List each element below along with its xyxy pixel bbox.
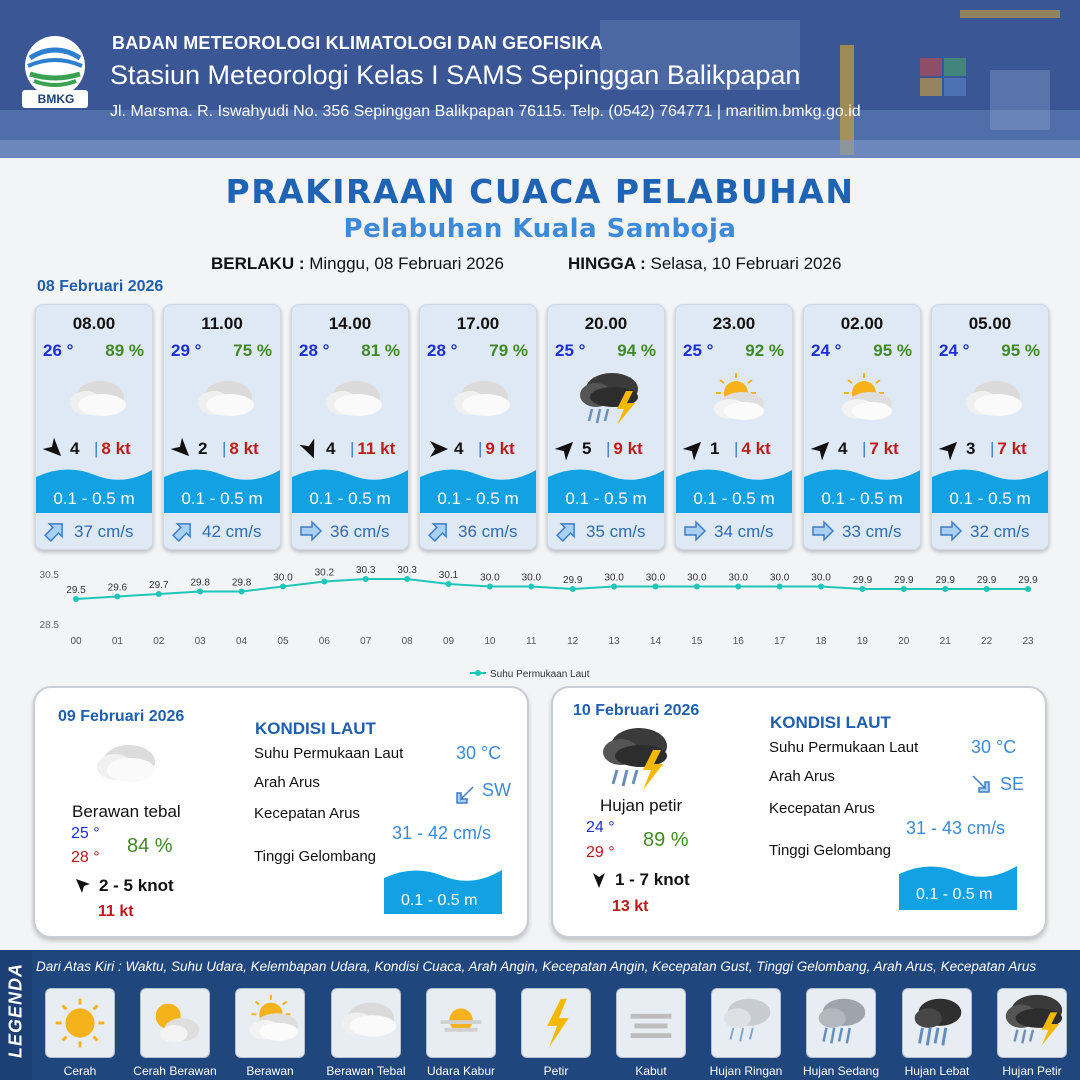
- legend-icon-box: [140, 988, 210, 1058]
- cloud-icon: [91, 738, 161, 786]
- day3-sea-title: KONDISI LAUT: [770, 713, 891, 732]
- sst-point: [528, 584, 534, 590]
- wave-height: 0.1 - 0.5 m: [693, 489, 775, 508]
- sun-cloud-icon: [141, 989, 209, 1057]
- thunderstorm-icon: [597, 724, 677, 796]
- current-speed: 36 cm/s: [330, 522, 390, 541]
- forecast-card: [675, 304, 793, 550]
- forecast-temperature: 24 °: [811, 341, 842, 360]
- day2-wave: 0.1 - 0.5 m: [401, 892, 478, 909]
- wind-direction-icon: [554, 437, 578, 461]
- forecast-card: [35, 304, 153, 550]
- day2-temp-min: 25 °: [71, 825, 100, 842]
- legend-icon-box: [331, 988, 401, 1058]
- x-tick-label: 03: [194, 636, 206, 647]
- sst-point: [239, 589, 245, 595]
- sst-point: [611, 584, 617, 590]
- legend-label: Berawan Tebal: [326, 1064, 406, 1078]
- forecast-time: 05.00: [968, 314, 1012, 333]
- wind-speed: 4: [326, 439, 336, 458]
- x-tick-label: 18: [815, 636, 827, 647]
- sst-point: [984, 586, 990, 592]
- day3-temp-max: 29 °: [586, 844, 615, 861]
- wave-height: 0.1 - 0.5 m: [181, 489, 263, 508]
- day1-date: 08 Februari 2026: [37, 278, 164, 295]
- forecast-humidity: 94 %: [617, 341, 656, 360]
- x-tick-label: 07: [360, 636, 372, 647]
- legend-label: Hujan Petir: [1002, 1064, 1062, 1078]
- sst-point: [942, 586, 948, 592]
- sst-point: [363, 576, 369, 582]
- gust-speed: | 8 kt: [94, 439, 131, 458]
- forecast-time: 17.00: [456, 314, 500, 333]
- legend-label: Kabut: [635, 1064, 667, 1078]
- day3-current-dir-label: Arah Arus: [769, 768, 835, 785]
- sst-data-label: 29.9: [935, 575, 955, 586]
- sst-line: [76, 579, 1028, 599]
- sst-data-label: 30.2: [314, 567, 335, 579]
- x-tick-label: 01: [111, 636, 123, 647]
- sst-data-label: 30.0: [769, 572, 790, 584]
- legend-icon-box: [997, 988, 1067, 1058]
- valid-to-value: Selasa, 10 Februari 2026: [650, 254, 842, 273]
- forecast-card: [163, 304, 281, 550]
- current-direction-icon: [42, 519, 68, 543]
- x-tick-label: 06: [318, 636, 330, 647]
- legend-label: Cerah Berawan: [133, 1064, 217, 1078]
- forecast-time: 08.00: [72, 314, 116, 333]
- station-name: Stasiun Meteorologi Kelas I SAMS Sepinggan Balikpapan: [110, 60, 801, 90]
- day3-humidity: 89 %: [643, 829, 689, 851]
- gust-speed: | 7 kt: [862, 439, 899, 458]
- wind-direction-icon: [170, 437, 194, 461]
- sst-data-label: 30.0: [521, 572, 542, 584]
- sst-data-label: 29.9: [1018, 575, 1038, 586]
- wave-height: 0.1 - 0.5 m: [949, 489, 1031, 508]
- forecast-card: [419, 304, 537, 550]
- wind-speed: 4: [838, 439, 848, 458]
- day2-wind-speed: 2 - 5 knot: [99, 876, 174, 895]
- legend-marker: [475, 670, 481, 676]
- forecast-card: [291, 304, 409, 550]
- x-tick-label: 02: [153, 636, 165, 647]
- gust-speed: | 8 kt: [222, 439, 259, 458]
- cloud-icon: [332, 989, 400, 1057]
- forecast-humidity: 92 %: [745, 341, 784, 360]
- day3-sst-label: Suhu Permukaan Laut: [769, 739, 919, 756]
- wind-arrow-icon: [589, 870, 609, 890]
- x-tick-label: 05: [277, 636, 289, 647]
- current-direction-icon: [298, 519, 324, 543]
- sst-point: [446, 581, 452, 587]
- legend-title: LEGENDA: [5, 963, 26, 1059]
- forecast-card: [547, 304, 665, 550]
- legend-icon-box: [616, 988, 686, 1058]
- day2-current-dir: SW: [482, 780, 511, 800]
- day2-panel: [33, 686, 529, 938]
- wind-direction-icon: [298, 437, 322, 461]
- legend-icon-box: [45, 988, 115, 1058]
- heavy-rain-icon: [903, 989, 971, 1057]
- wave-height: 0.1 - 0.5 m: [437, 489, 519, 508]
- current-arrow-icon: [969, 772, 993, 796]
- sst-data-label: 29.9: [562, 575, 583, 586]
- wind-direction-icon: [682, 437, 706, 461]
- forecast-temperature: 29 °: [171, 341, 202, 360]
- forecast-time: 14.00: [328, 314, 372, 333]
- forecast-humidity: 89 %: [105, 341, 144, 360]
- wind-speed: 4: [70, 439, 80, 458]
- day3-temp-min: 24 °: [586, 819, 615, 836]
- forecast-temperature: 25 °: [555, 341, 586, 360]
- sst-data-label: 30.0: [728, 572, 748, 584]
- sst-data-label: 29.5: [66, 585, 86, 596]
- sst-point: [487, 584, 493, 590]
- forecast-temperature: 28 °: [299, 341, 330, 360]
- day3-sst: 30 °C: [971, 737, 1017, 757]
- legend-icon-box: [426, 988, 496, 1058]
- cloud-icon: [316, 367, 386, 427]
- sst-point: [652, 584, 658, 590]
- x-tick-label: 14: [649, 636, 662, 647]
- forecast-humidity: 79 %: [489, 341, 528, 360]
- sst-data-label: 30.0: [687, 572, 707, 584]
- wave-height: 0.1 - 0.5 m: [821, 489, 903, 508]
- thunderstorm-icon: [572, 367, 642, 427]
- current-speed: 36 cm/s: [458, 522, 518, 541]
- sst-data-label: 30.0: [811, 572, 831, 584]
- day2-condition: Berawan tebal: [72, 802, 181, 821]
- haze-icon: [427, 989, 495, 1057]
- sst-point: [901, 586, 907, 592]
- x-tick-label: 21: [939, 636, 951, 647]
- wind-speed: 1: [710, 439, 720, 458]
- x-tick-label: 11: [526, 636, 537, 647]
- day2-gust: 11 kt: [98, 903, 134, 920]
- legend-icon-box: [902, 988, 972, 1058]
- wind-direction-icon: [426, 437, 450, 461]
- current-speed: 42 cm/s: [202, 522, 262, 541]
- current-direction-icon: [938, 519, 964, 543]
- sst-point: [694, 584, 700, 590]
- day2-current-dir-label: Arah Arus: [254, 774, 320, 791]
- day2-sea-title: KONDISI LAUT: [255, 719, 376, 738]
- current-speed: 34 cm/s: [714, 522, 774, 541]
- sst-point: [777, 584, 783, 590]
- legend-label: Cerah: [63, 1064, 97, 1078]
- current-direction-icon: [170, 519, 196, 543]
- cloud-icon: [60, 367, 130, 427]
- x-tick-label: 13: [608, 636, 620, 647]
- wind-speed: 5: [582, 439, 592, 458]
- sst-point: [156, 591, 162, 597]
- forecast-humidity: 95 %: [873, 341, 912, 360]
- wind-speed: 4: [454, 439, 464, 458]
- cloud-icon: [444, 367, 514, 427]
- current-direction-icon: [426, 519, 452, 543]
- x-tick-label: 09: [442, 636, 455, 647]
- day3-date: 10 Februari 2026: [573, 702, 700, 719]
- day2-current-speed-label: Kecepatan Arus: [254, 805, 360, 822]
- page-title: PRAKIRAAN CUACA PELABUHAN: [225, 172, 855, 211]
- logo-text: BMKG: [37, 92, 75, 106]
- sst-point: [280, 584, 286, 590]
- wave-height: 0.1 - 0.5 m: [309, 489, 391, 508]
- x-tick-label: 10: [484, 636, 496, 647]
- day3-current-speed: 31 - 43 cm/s: [906, 818, 1006, 838]
- cloud-icon: [188, 367, 258, 427]
- sst-data-label: 29.8: [231, 577, 252, 589]
- legend-icon-box: [521, 988, 591, 1058]
- x-tick-label: 20: [898, 636, 910, 647]
- day2-temp-max: 28 °: [71, 849, 100, 866]
- day2-wave-label: Tinggi Gelombang: [254, 848, 377, 865]
- legend-label: Hujan Sedang: [802, 1064, 880, 1078]
- forecast-time: 20.00: [584, 314, 628, 333]
- moderate-rain-icon: [807, 989, 875, 1057]
- sst-data-label: 30.3: [397, 565, 417, 576]
- day3-wave-label: Tinggi Gelombang: [769, 842, 892, 859]
- day2-humidity: 84 %: [127, 835, 173, 857]
- valid-to: [568, 254, 841, 274]
- x-tick-label: 22: [981, 636, 993, 647]
- day3-wind-speed: 1 - 7 knot: [615, 870, 690, 889]
- x-tick-label: 08: [401, 636, 413, 647]
- sst-point: [570, 586, 576, 592]
- legend-label: Hujan Ringan: [709, 1064, 783, 1078]
- sst-point: [1025, 586, 1031, 592]
- gust-speed: | 9 kt: [606, 439, 643, 458]
- valid-from: [211, 254, 504, 274]
- port-name: Pelabuhan Kuala Samboja: [343, 214, 737, 244]
- sun-icon: [46, 989, 114, 1057]
- sst-line-chart: [0, 560, 1080, 690]
- current-speed: 32 cm/s: [970, 522, 1030, 541]
- sst-data-label: 30.0: [273, 572, 293, 584]
- sst-data-label: 30.1: [438, 570, 459, 581]
- day3-condition: Hujan petir: [600, 796, 683, 815]
- x-tick-label: 23: [1022, 636, 1034, 647]
- day2-current-speed: 31 - 42 cm/s: [392, 823, 492, 843]
- day3-wave: 0.1 - 0.5 m: [916, 886, 993, 903]
- legend-label: Petir: [543, 1064, 569, 1078]
- day2-date: 09 Februari 2026: [58, 708, 185, 725]
- sst-point: [859, 586, 865, 592]
- thunderstorm-icon: [998, 989, 1066, 1057]
- day3-panel: [551, 686, 1047, 938]
- wave-height: 0.1 - 0.5 m: [53, 489, 135, 508]
- wave-height: 0.1 - 0.5 m: [565, 489, 647, 508]
- wind-direction-icon: [938, 437, 962, 461]
- cloud-icon: [956, 367, 1026, 427]
- organization-name: BADAN METEOROLOGI KLIMATOLOGI DAN GEOFISIKA: [112, 33, 603, 53]
- valid-from-value: Minggu, 08 Februari 2026: [309, 254, 504, 273]
- partly-sunny-icon: [700, 367, 770, 427]
- current-direction-icon: [554, 519, 580, 543]
- legend-icon-box: [235, 988, 305, 1058]
- forecast-time: 23.00: [712, 314, 756, 333]
- x-tick-label: 17: [774, 636, 786, 647]
- sst-point: [735, 584, 741, 590]
- wind-direction-icon: [42, 437, 66, 461]
- forecast-humidity: 75 %: [233, 341, 272, 360]
- day3-gust: 13 kt: [612, 898, 649, 915]
- day3-current-speed-label: Kecepatan Arus: [769, 800, 875, 817]
- legend-label: Hujan Lebat: [904, 1064, 970, 1078]
- forecast-card: [931, 304, 1049, 550]
- sst-data-label: 29.9: [852, 575, 873, 586]
- sst-point: [114, 594, 120, 600]
- sst-point: [404, 576, 410, 582]
- light-rain-icon: [712, 989, 780, 1057]
- sst-point: [818, 584, 824, 590]
- wind-speed: 2: [198, 439, 208, 458]
- gust-speed: | 7 kt: [990, 439, 1027, 458]
- fog-icon: [617, 989, 685, 1057]
- sst-data-label: 29.8: [190, 577, 210, 589]
- partly-sunny-icon: [828, 367, 898, 427]
- station-address: Jl. Marsma. R. Iswahyudi No. 356 Sepinggan Balikpapan 76115. Telp. (0542) 764771 | maritim.bmkg.go.id: [110, 103, 861, 120]
- x-tick-label: 19: [856, 636, 868, 647]
- forecast-time: 11.00: [201, 314, 243, 333]
- current-speed: 35 cm/s: [586, 522, 646, 541]
- header-banner: [0, 0, 1080, 158]
- current-arrow-icon: [453, 783, 477, 807]
- y-tick-label: 28.5: [39, 620, 59, 631]
- x-tick-label: 16: [732, 636, 744, 647]
- lightning-icon: [522, 989, 590, 1057]
- forecast-time: 02.00: [840, 314, 884, 333]
- sst-data-label: 30.0: [480, 572, 500, 584]
- x-tick-label: 04: [236, 636, 248, 647]
- sst-data-label: 29.7: [149, 580, 169, 591]
- x-tick-label: 15: [691, 636, 703, 647]
- day3-current-dir: SE: [1000, 774, 1025, 794]
- forecast-temperature: 28 °: [427, 341, 458, 360]
- legend-label: Udara Kabur: [426, 1064, 496, 1078]
- legend-label: Berawan: [246, 1064, 294, 1078]
- gust-speed: | 4 kt: [734, 439, 771, 458]
- legend-icon-box: [806, 988, 876, 1058]
- forecast-temperature: 24 °: [939, 341, 970, 360]
- wind-arrow-icon: [73, 876, 93, 896]
- sst-point: [197, 589, 203, 595]
- legend-description: Dari Atas Kiri : Waktu, Suhu Udara, Kelembapan Udara, Kondisi Cuaca, Arah Angin, Kecepatan Angin, Kecepatan Gust, Tinggi Gelombang, Arah Arus, Kecepatan Arus: [36, 959, 1037, 974]
- wind-speed: 3: [966, 439, 976, 458]
- y-tick-label: 30.5: [39, 570, 59, 581]
- sst-point: [73, 596, 79, 602]
- sst-data-label: 29.9: [894, 575, 914, 586]
- legend-side: [0, 950, 32, 1080]
- valid-to-label: HINGGA :: [568, 254, 646, 273]
- sst-data-label: 29.9: [976, 575, 997, 586]
- forecast-humidity: 81 %: [361, 341, 400, 360]
- day2-sst-label: Suhu Permukaan Laut: [254, 745, 404, 762]
- sst-data-label: 30.0: [645, 572, 666, 584]
- partly-sunny-icon: [236, 989, 304, 1057]
- valid-from-label: BERLAKU :: [211, 254, 305, 273]
- sst-data-label: 30.3: [356, 565, 376, 576]
- sst-data-label: 30.0: [604, 572, 624, 584]
- forecast-humidity: 95 %: [1001, 341, 1040, 360]
- current-speed: 37 cm/s: [74, 522, 134, 541]
- wind-direction-icon: [810, 437, 834, 461]
- x-tick-label: 12: [567, 636, 579, 647]
- forecast-card: [803, 304, 921, 550]
- x-tick-label: 00: [70, 636, 82, 647]
- current-speed: 33 cm/s: [842, 522, 902, 541]
- legend-icon-box: [711, 988, 781, 1058]
- current-direction-icon: [810, 519, 836, 543]
- legend-label: Suhu Permukaan Laut: [490, 669, 590, 680]
- sst-point: [321, 579, 327, 585]
- current-direction-icon: [682, 519, 708, 543]
- gust-speed: | 9 kt: [478, 439, 515, 458]
- forecast-temperature: 25 °: [683, 341, 714, 360]
- sst-data-label: 29.6: [107, 582, 128, 594]
- day2-sst: 30 °C: [456, 743, 502, 763]
- gust-speed: | 11 kt: [350, 439, 396, 458]
- forecast-temperature: 26 °: [43, 341, 74, 360]
